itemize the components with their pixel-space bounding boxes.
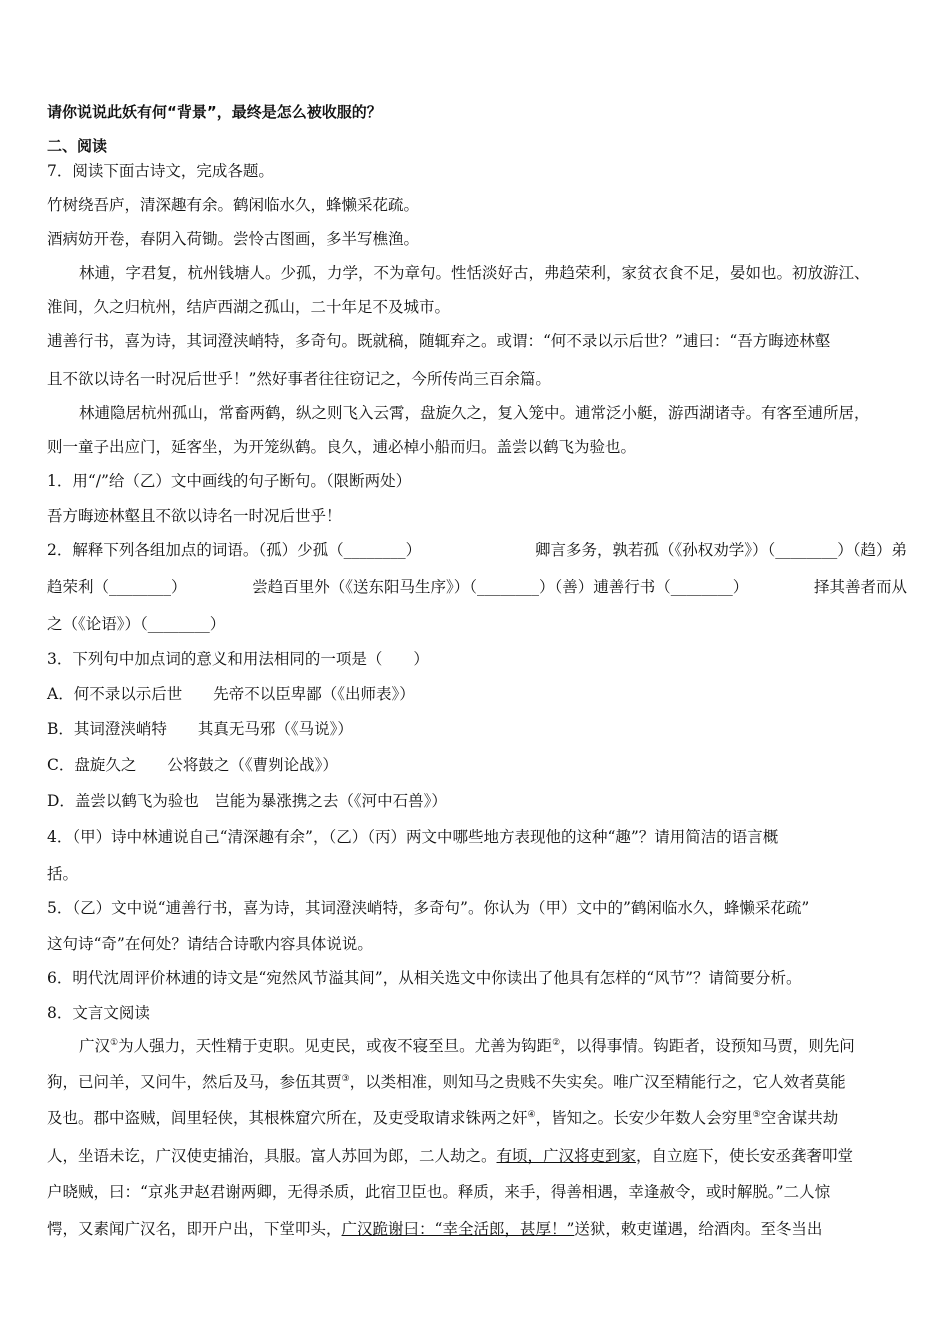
sub-question-1-sentence: 吾方晦迹林壑且不欲以诗名一时况后世乎！ <box>47 507 342 525</box>
footnote-3: ③ <box>341 1073 350 1084</box>
yi-text-line-3: 逋善行书，喜为诗，其词澄浃峭特，多奇句。既就稿，随辄弃之。或谓：“何不录以示后世？”逋曰：“吾方晦迹林壑 <box>47 332 831 350</box>
sub-question-2-line-3: 之（《论语》）（________） <box>47 615 226 633</box>
sub2-part-e: 择其善者而从 <box>813 578 907 596</box>
q8-text-line-1: 广汉①为人强力，天性精于吏职。见吏民，或夜不寝至旦。尤善为钩距②，以得事情。钩距者，设预知马贾，则先问 <box>79 1037 855 1055</box>
q8-text-line-2: 狗，已问羊，又问牛，然后及马，参伍其贾③，以类相准，则知马之贵贱不失实矣。唯广汉至精能行之，它人效者莫能 <box>47 1073 846 1091</box>
sub2-part-c: 趋荣利（________） <box>47 578 187 596</box>
sub2-part-b: 卿言多务，孰若孤（《孙权劝学》）（________）（趋）弟 <box>534 541 907 559</box>
sub-question-5-line-2: 这句诗“奇”在何处？请结合诗歌内容具体说说。 <box>47 935 373 953</box>
sub-question-3: 3．下列句中加点词的意义和用法相同的一项是（ ） <box>47 650 429 668</box>
poem-line-2: 酒病妨开卷，春阴入荷锄。尝怜古图画，多半写樵渔。 <box>47 230 420 248</box>
sub-question-6: 6．明代沈周评价林逋的诗文是“宛然风节溢其间”，从相关选文中你读出了他具有怎样的“风节”？请简要分析。 <box>47 969 802 987</box>
footnote-5: ⑤ <box>752 1109 761 1120</box>
footnote-4: ④ <box>527 1109 536 1120</box>
q8-text-line-3: 及也。郡中盗贼，闾里轻侠，其根株窟穴所在，及吏受取请求铢两之奸④，皆知之。长安少年数人会穷里⑤空舍谋共劫 <box>47 1109 839 1127</box>
option-d: D．盖尝以鹤飞为验也 岂能为暴涨携之去（《河中石兽》） <box>47 792 447 810</box>
footnote-1: ① <box>110 1037 119 1048</box>
option-c: C．盘旋久之 公将鼓之（《曹刿论战》） <box>47 756 338 774</box>
sub-question-5-line-1: 5．（乙）文中说“逋善行书，喜为诗，其词澄浃峭特，多奇句”。你认为（甲）文中的”鹤闲临水久，蜂懒采花疏” <box>47 899 810 917</box>
q7-title: 7．阅读下面古诗文，完成各题。 <box>47 162 274 180</box>
q8-text-line-5: 户晓贼，曰：“京兆尹赵君谢两卿，无得杀质，此宿卫臣也。释质，来手，得善相遇，幸逢赦令，或时解脱。”二人惊 <box>47 1183 831 1201</box>
section-title: 二、阅读 <box>47 137 108 155</box>
sub-question-4-line-2: 括。 <box>47 865 79 883</box>
underlined-sentence-1: 有顷，广汉将吏到家 <box>496 1147 637 1165</box>
q8-title: 8．文言文阅读 <box>47 1004 150 1022</box>
sub-question-1: 1．用“/”给（乙）文中画线的句子断句。（限断两处） <box>47 472 412 490</box>
sub-question-2-line-1 <box>47 540 907 560</box>
sub2-part-d: 尝趋百里外（《送东阳马生序》）（________）（善）逋善行书（________） <box>252 578 749 596</box>
sub-question-4-line-1: 4．（甲）诗中林逋说自己“清深趣有余”，（乙）（丙）两文中哪些地方表现他的这种“趣”？请用简洁的语言概 <box>47 828 779 846</box>
sub2-part-a: 2．解释下列各组加点的词语。（孤）少孤（________） <box>47 541 422 559</box>
bing-text-line-1: 林逋隐居杭州孤山，常畜两鹤，纵之则飞入云霄，盘旋久之，复入笼中。逋常泛小艇，游西湖诸寺。有客至逋所居， <box>79 404 870 422</box>
option-a: A．何不录以示后世 先帝不以臣卑鄙（《出师表》） <box>47 685 415 703</box>
sub-question-2-line-2 <box>47 577 907 597</box>
q8-text-line-6: 愕，又素闻广汉名，即开户出，下堂叩头，广汉跪谢曰：“幸全活郎，甚厚！”送狱，敕吏谨遇，给酒肉。至冬当出 <box>47 1220 823 1238</box>
bing-text-line-2: 则一童子出应门，延客坐，为开笼纵鹤。良久，逋必棹小船而归。盖尝以鹤飞为验也。 <box>47 438 637 456</box>
poem-line-1: 竹树绕吾庐，清深趣有余。鹤闲临水久，蜂懒采花疏。 <box>47 196 420 214</box>
header-question: 请你说说此妖有何“背景”，最终是怎么被收服的？ <box>47 103 382 121</box>
underlined-sentence-2: 广汉跪谢曰：“幸全活郎，甚厚！” <box>341 1220 575 1238</box>
footnote-2: ② <box>552 1037 561 1048</box>
yi-text-line-2: 淮间，久之归杭州，结庐西湖之孤山，二十年足不及城市。 <box>47 298 451 316</box>
yi-text-line-4: 且不欲以诗名一时况后世乎！”然好事者往往窃记之，今所传尚三百余篇。 <box>47 370 551 388</box>
option-b: B．其词澄浃峭特 其真无马邪（《马说》） <box>47 720 353 738</box>
q8-text-line-4: 人，坐语未讫，广汉使吏捕治，具服。富人苏回为郎，二人劫之。有顷，广汉将吏到家，自立庭下，使长安丞龚奢叩堂 <box>47 1147 854 1165</box>
yi-text-line-1: 林逋，字君复，杭州钱塘人。少孤，力学，不为章句。性恬淡好古，弗趋荣利，家贫衣食不足，晏如也。初放游江、 <box>79 264 870 282</box>
